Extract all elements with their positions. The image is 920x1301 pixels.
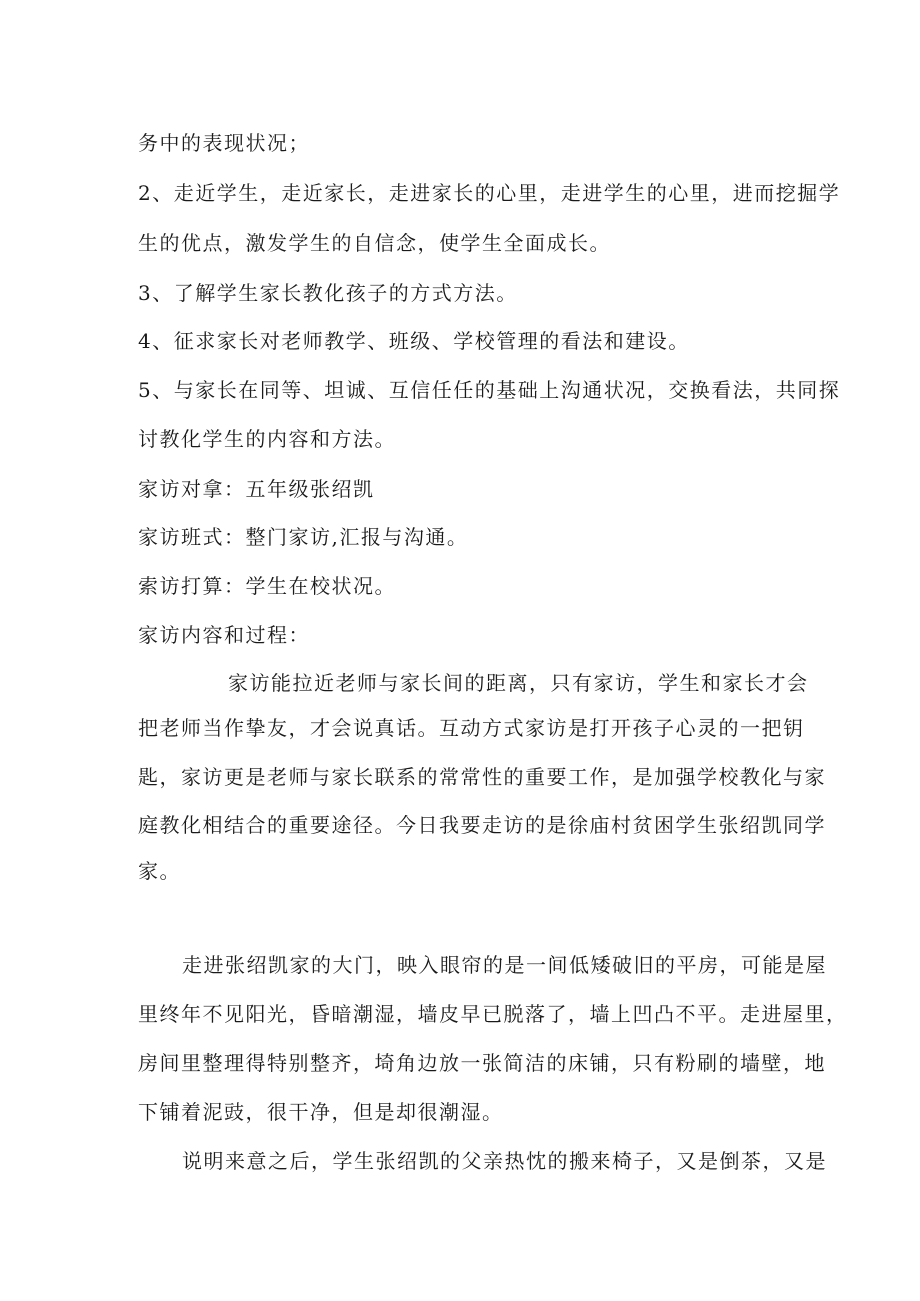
text-line: 务中的表现状况；	[138, 131, 310, 155]
paragraph-2-line-3: 房间里整理得特别整齐，埼角边放一张简洁的床铺，只有粉刷的墙壁，地	[138, 1051, 826, 1075]
paragraph-1-line-2: 把老师当作挚友，才会说真话。互动方式家访是打开孩子心灵的一把钥	[138, 716, 805, 740]
visit-format: 家访班式：整门家访,汇报与沟通。	[138, 525, 469, 549]
list-item-2-line-1: 2、走近学生，走近家长，走进家长的心里，走进学生的心里，进而挖掘学	[138, 181, 841, 205]
visit-plan: 索访打算：学生在校状况。	[138, 574, 396, 598]
paragraph-2-line-1: 走进张绍凯家的大门，映入眼帘的是一间低矮破旧的平房，可能是屋	[182, 953, 827, 977]
paragraph-3-line-1: 说明来意之后，学生张绍凯的父亲热忱的搬来椅子，又是倒茶，又是	[182, 1149, 827, 1173]
paragraph-1-line-4: 庭教化相结合的重要途径。今日我要走访的是徐庙村贫困学生张绍凯同学	[138, 813, 826, 837]
list-item-2-line-2: 生的优点，激发学生的自信念，使学生全面成长。	[138, 231, 611, 255]
paragraph-1-line-3: 匙，家访更是老师与家长联系的常常性的重要工作，是加强学校教化与家	[138, 765, 826, 789]
section-heading: 家访内容和过程：	[138, 623, 310, 647]
list-item-5-line-2: 讨教化学生的内容和方法。	[138, 427, 396, 451]
paragraph-1-line-1: 家访能拉近老师与家长间的距离，只有家访，学生和家长才会	[228, 671, 809, 695]
paragraph-2-line-2: 里终年不见阳光，昏暗潮湿，墙皮早已脱落了，墙上凹凸不平。走进屋里，	[138, 1002, 848, 1026]
list-item-5-line-1: 5、与家长在同等、坦诚、互信任任的基础上沟通状况，交换看法，共同探	[138, 378, 841, 402]
paragraph-2-line-4: 下铺着泥豉，很干净，但是却很潮湿。	[138, 1100, 504, 1124]
paragraph-1-line-5: 家。	[138, 859, 181, 883]
visit-target: 家访对拿：五年级张绍凯	[138, 477, 375, 501]
list-item-3: 3、了解学生家长教化孩子的方式方法。	[138, 281, 518, 305]
list-item-4: 4、征求家长对老师教学、班级、学校管理的看法和建设。	[138, 329, 690, 353]
